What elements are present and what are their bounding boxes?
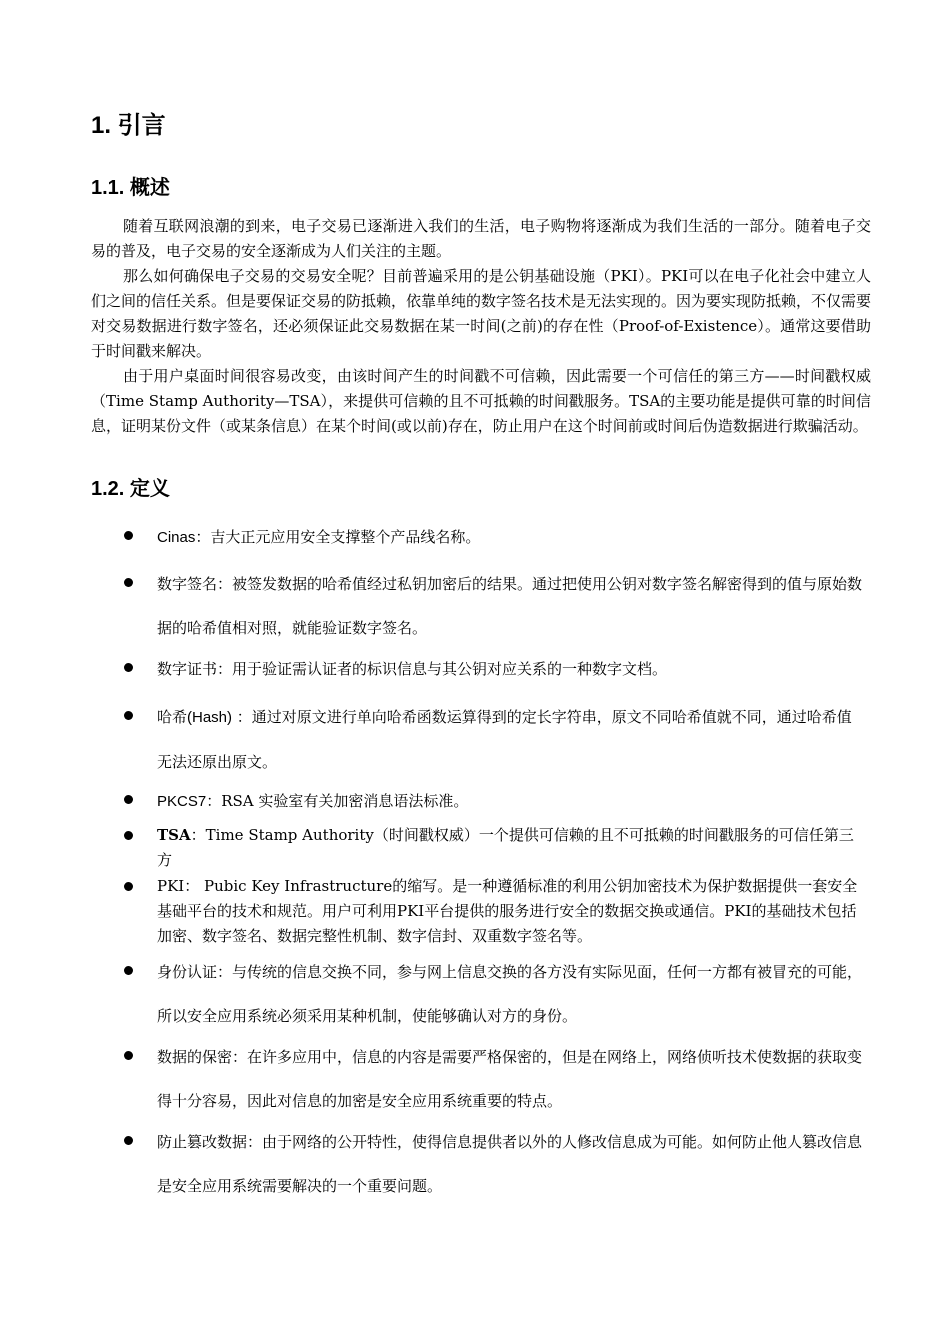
definition-item	[120, 515, 865, 560]
definition-text: Time Stamp Authority（时间戳权威）一个提供可信赖的且不可抵赖的时间戳服务的可信任第三方	[157, 826, 854, 869]
definition-text: 被签发数据的哈希值经过私钥加密后的结果。通过把使用公钥对数字签名解密得到的值与原始数据的哈希值相对照，就能验证数字签名。	[157, 575, 863, 637]
definition-item	[120, 1120, 865, 1208]
section-heading-overview: 1.1. 概述	[91, 177, 170, 199]
overview-paragraph: 由于用户桌面时间很容易改变，由该时间产生的时间戳不可信赖，因此需要一个可信任的第三方——时间戳权威（Time Stamp Authority—TSA），来提供可信赖的且不可抵赖的时间戳服务。TSA的主要功能是提供可靠的时间信息，证明某份文件（或某条信息）在某个时间(或以前)存在，防止用户在这个时间前或时间后伪造数据进行欺骗活动。	[91, 367, 871, 435]
definition-item	[120, 950, 865, 1038]
definition-term: PKI	[157, 877, 185, 895]
definition-item	[120, 562, 865, 650]
section-heading-definitions: 1.2. 定义	[91, 478, 170, 500]
definition-item	[120, 779, 865, 824]
bullet-icon	[124, 882, 133, 891]
definition-separator: ：	[190, 826, 206, 844]
definition-text: 在许多应用中，信息的内容是需要严格保密的，但是在网络上，网络侦听技术使数据的获取变得十分容易，因此对信息的加密是安全应用系统重要的特点。	[157, 1048, 863, 1110]
definition-text: 用于验证需认证者的标识信息与其公钥对应关系的一种数字文档。	[232, 660, 668, 678]
bullet-icon	[124, 578, 133, 587]
definition-term: 哈希(Hash)	[157, 709, 233, 726]
definition-separator: ：	[217, 660, 233, 678]
bullet-icon	[124, 1051, 133, 1060]
definition-text: 通过对原文进行单向哈希函数运算得到的定长字符串，原文不同哈希值就不同，通过哈希值无法还原出原文。	[157, 708, 852, 771]
definition-text: Pubic Key Infrastructure的缩写。是一种遵循标准的利用公钥加密技术为保护数据提供一套安全基础平台的技术和规范。用户可利用PKI平台提供的服务进行安全的数据交换或通信。PKI的基础技术包括加密、数字签名、数据完整性机制、数字信封、双重数字签名等。	[157, 877, 858, 945]
bullet-icon	[124, 795, 133, 804]
overview-paragraph: 随着互联网浪潮的到来，电子交易已逐渐进入我们的生活，电子购物将逐渐成为我们生活的一部分。随着电子交易的普及，电子交易的安全逐渐成为人们关注的主题。	[91, 217, 871, 260]
definition-separator: ：	[217, 575, 233, 593]
definition-text: 由于网络的公开特性，使得信息提供者以外的人修改信息成为可能。如何防止他人篡改信息是安全应用系统需要解决的一个重要问题。	[157, 1133, 863, 1195]
bullet-icon	[124, 966, 133, 975]
definition-term: 数据的保密	[157, 1048, 233, 1066]
overview-paragraph: 那么如何确保电子交易的交易安全呢？目前普遍采用的是公钥基础设施（PKI）。PKI可以在电子化社会中建立人们之间的信任关系。但是要保证交易的防抵赖，依靠单纯的数字签名技术是无法实现的。因为要实现防抵赖，不仅需要对交易数据进行数字签名，还必须保证此交易数据在某一时间(之前)的存在性（Proof-of-Existence）。通常这要借助于时间戳来解决。	[91, 267, 872, 360]
definition-item	[120, 874, 865, 949]
definition-text: 吉大正元应用安全支撑整个产品线名称。	[210, 528, 481, 546]
definition-separator: ：	[195, 528, 211, 546]
bullet-icon	[124, 531, 133, 540]
definition-term: 防止篡改数据	[157, 1133, 248, 1151]
overview-body	[91, 214, 871, 439]
definition-term: TSA	[157, 826, 191, 844]
definition-item	[120, 1035, 865, 1123]
definition-item	[120, 823, 865, 873]
bullet-icon	[124, 1136, 133, 1145]
definition-term: Cinas	[157, 529, 196, 546]
bullet-icon	[124, 831, 133, 840]
definition-separator: ：	[206, 792, 222, 810]
definition-separator: ：	[232, 1048, 248, 1066]
definition-text: 与传统的信息交换不同，参与网上信息交换的各方没有实际见面，任何一方都有被冒充的可能，所以安全应用系统必须采用某种机制，使能够确认对方的身份。	[157, 963, 863, 1025]
definition-separator: ：	[217, 963, 233, 981]
definition-text: RSA 实验室有关加密消息语法标准。	[221, 792, 469, 810]
definition-term: 数字证书	[157, 660, 218, 678]
definition-separator: ：	[184, 877, 200, 895]
definition-separator: ：	[232, 708, 252, 726]
definition-separator: ：	[247, 1133, 263, 1151]
definition-item	[120, 695, 865, 784]
bullet-icon	[124, 711, 133, 720]
bullet-icon	[124, 663, 133, 672]
definition-term: PKCS7	[157, 793, 207, 810]
definition-item	[120, 647, 865, 691]
chapter-heading: 1. 引言	[91, 112, 166, 139]
definition-term: 身份认证	[157, 963, 218, 981]
definition-term: 数字签名	[157, 575, 218, 593]
